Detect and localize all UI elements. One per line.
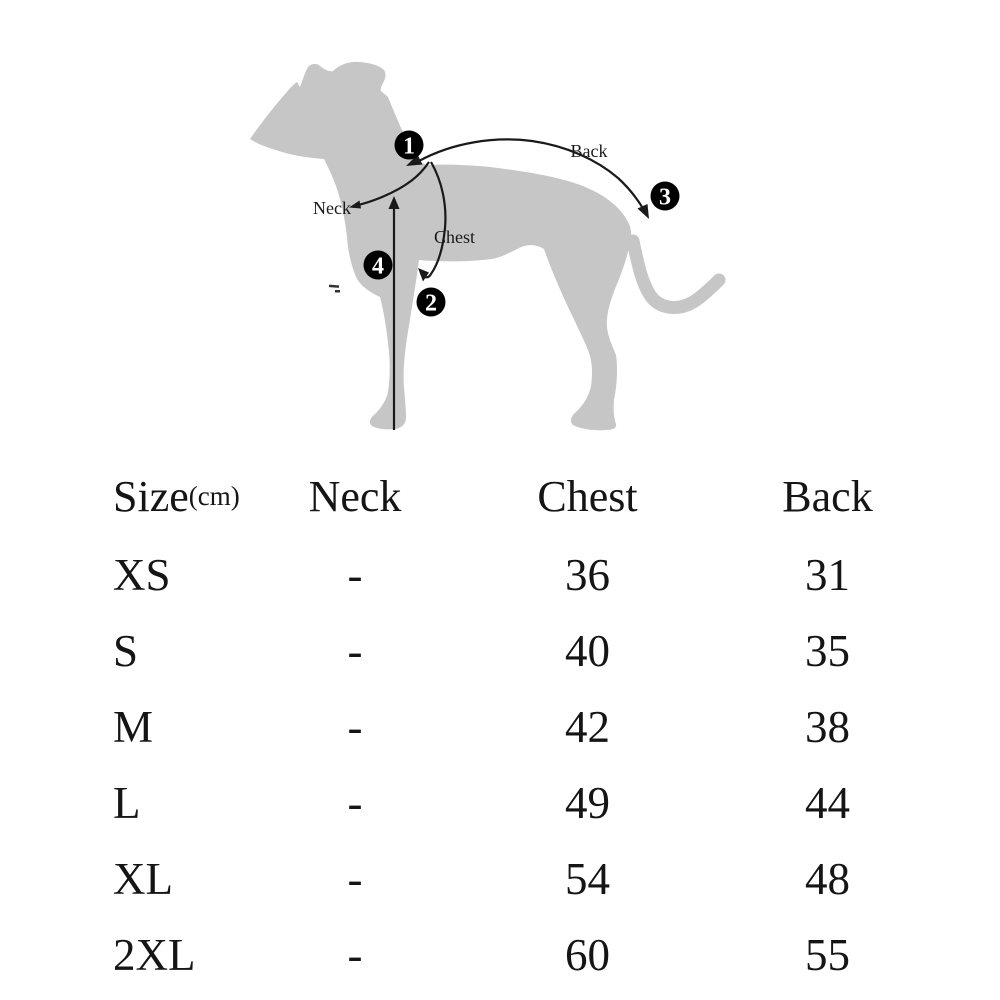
size-cell: L xyxy=(113,778,141,828)
marker-3 xyxy=(651,182,680,211)
back-cell: 55 xyxy=(805,930,850,980)
size-cell: XL xyxy=(113,854,173,904)
neck-cell: - xyxy=(347,778,363,828)
chest-cell: 42 xyxy=(565,702,610,752)
size-cell: M xyxy=(113,702,154,752)
back-label: Back xyxy=(570,141,608,161)
chest-cell: 49 xyxy=(565,778,610,828)
marker-4 xyxy=(364,251,393,280)
back-cell: 35 xyxy=(805,626,850,676)
svg-text:4: 4 xyxy=(372,253,384,280)
stray-mark xyxy=(335,290,340,293)
chest-cell: 54 xyxy=(565,854,610,904)
header-chest: Chest xyxy=(537,471,638,521)
header-size-text: Size xyxy=(113,471,189,521)
svg-text:3: 3 xyxy=(659,184,671,211)
back-cell: 44 xyxy=(805,778,850,828)
back-cell: 48 xyxy=(805,854,850,904)
dog-tail xyxy=(633,241,719,308)
header-back: Back xyxy=(782,471,873,521)
stray-mark xyxy=(329,285,339,288)
neck-cell: - xyxy=(347,550,363,600)
dog-measurement-diagram xyxy=(0,0,1000,460)
size-cell: XS xyxy=(113,550,171,600)
chest-cell: 40 xyxy=(565,626,610,676)
back-cell: 31 xyxy=(805,550,850,600)
header-size-unit: (cm) xyxy=(188,480,240,511)
size-cell: 2XL xyxy=(113,930,196,980)
back-cell: 38 xyxy=(805,702,850,752)
neck-cell: - xyxy=(347,626,363,676)
marker-1 xyxy=(395,131,424,160)
chest-cell: 36 xyxy=(565,550,610,600)
chest-arrowhead xyxy=(418,268,429,282)
chest-label: Chest xyxy=(434,227,476,247)
back-arrowhead-end xyxy=(638,204,650,219)
svg-text:2: 2 xyxy=(425,290,437,317)
neck-cell: - xyxy=(347,854,363,904)
header-neck: Neck xyxy=(308,471,402,521)
svg-text:1: 1 xyxy=(403,133,415,160)
size-table xyxy=(90,461,950,993)
marker-2 xyxy=(417,288,446,317)
dog-diagram-svg xyxy=(0,0,1000,460)
neck-cell: - xyxy=(347,702,363,752)
header-size xyxy=(90,461,240,531)
size-cell: S xyxy=(113,626,139,676)
neck-label: Neck xyxy=(313,198,351,218)
chest-cell: 60 xyxy=(565,930,610,980)
neck-cell: - xyxy=(347,930,363,980)
